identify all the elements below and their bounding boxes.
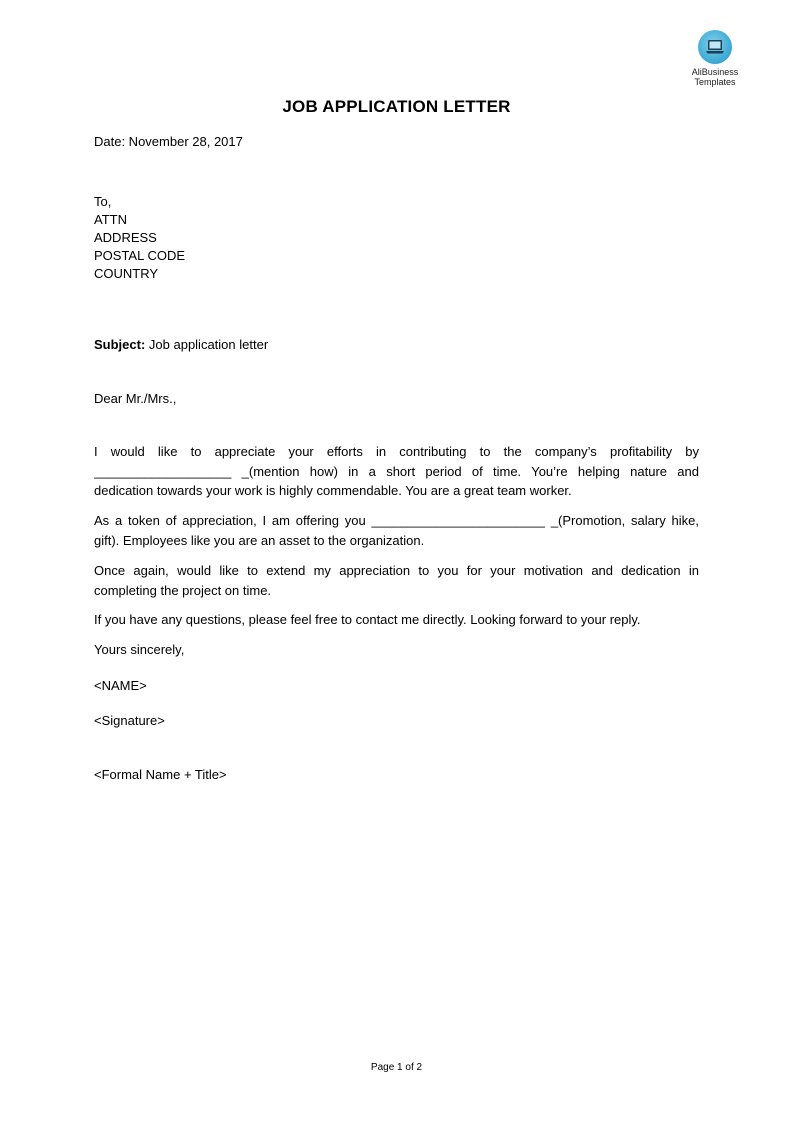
document-title: JOB APPLICATION LETTER (282, 97, 511, 116)
paragraph-line: gift). Employees like you are an asset to the organization. (94, 532, 425, 548)
formal-name-placeholder: <Formal Name + Title> (94, 767, 227, 782)
logo-badge (698, 30, 732, 64)
paragraph-contact: If you have any questions, please feel free to contact me directly. Looking forward to your reply. (94, 612, 641, 627)
paragraph-line: Once again, would like to extend my appreciation to you for your motivation and dedication in (94, 563, 699, 578)
paragraph-line: As a token of appreciation, I am offering you ________________________ _(Promotion, salary hike, (94, 513, 699, 528)
paragraph-extend (94, 561, 699, 600)
logo-line-2: Templates (694, 77, 736, 87)
laptop-icon (705, 39, 725, 55)
subject-label: Subject: (94, 337, 146, 352)
page-number: Page 1 of 2 (370, 1062, 423, 1073)
recipient-to: To, (94, 194, 112, 209)
logo-line-1: AliBusiness (691, 67, 739, 77)
paragraph-line: completing the project on time. (94, 582, 272, 598)
name-placeholder: <NAME> (94, 678, 147, 693)
logo-text (682, 67, 748, 87)
paragraph-appreciation (94, 442, 699, 501)
recipient-country: COUNTRY (94, 266, 159, 281)
paragraph-offer (94, 511, 699, 550)
signature-placeholder: <Signature> (94, 713, 165, 728)
closing: Yours sincerely, (94, 642, 185, 657)
recipient-attn: ATTN (94, 212, 127, 227)
paragraph-line: dedication towards your work is highly commendable. You are a great team worker. (94, 483, 572, 498)
subject-line (94, 336, 268, 354)
company-logo (682, 30, 748, 87)
paragraph-line: ___________________ _(mention how) in a short period of time. You’re helping nature and (94, 463, 699, 479)
subject-value: Job application letter (145, 337, 269, 352)
recipient-address: ADDRESS (94, 230, 157, 245)
recipient-postal-code: POSTAL CODE (94, 248, 186, 263)
salutation: Dear Mr./Mrs., (94, 391, 177, 406)
paragraph-line: I would like to appreciate your efforts in contributing to the company’s profitability by (94, 444, 699, 459)
letter-date: Date: November 28, 2017 (94, 134, 243, 149)
